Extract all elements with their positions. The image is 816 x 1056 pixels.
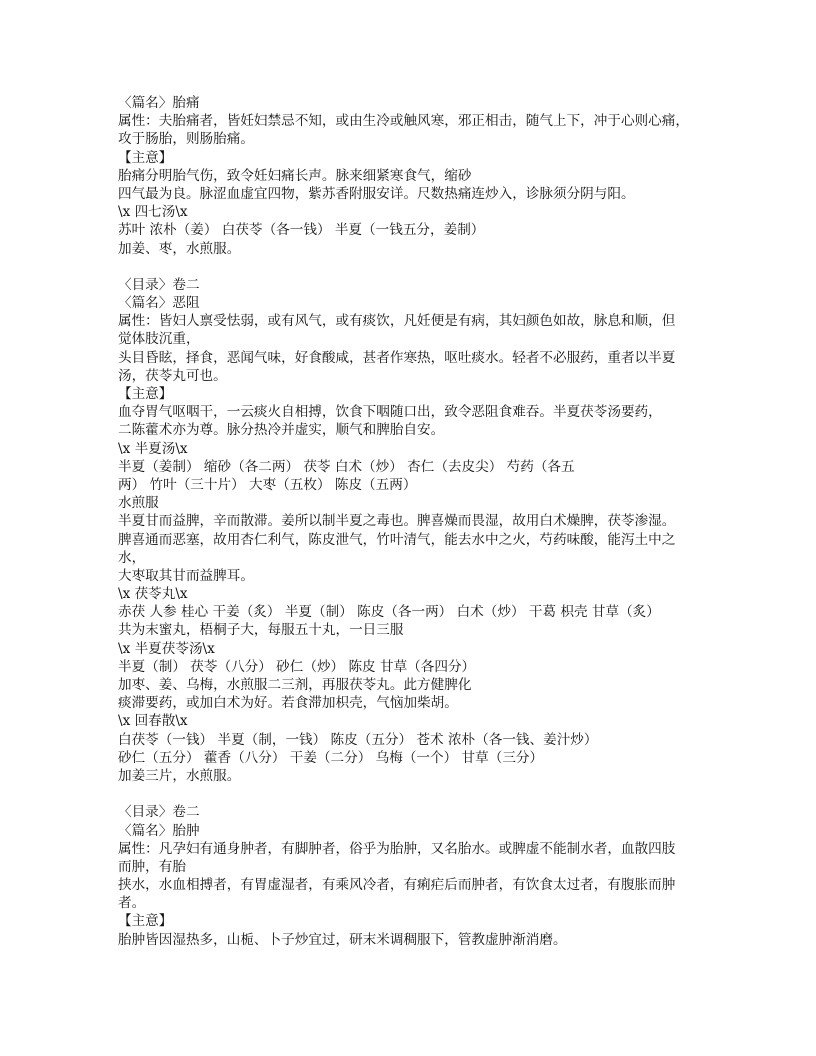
text-line: 【主意】: [118, 386, 173, 402]
text-line: 觉体肢沉重，: [118, 331, 200, 348]
text-line: 苏叶 浓朴（姜） 白茯苓（各一钱） 半夏（一钱五分，姜制）: [118, 222, 485, 239]
text-line: 白茯苓（一钱） 半夏（制，一钱） 陈皮（五分） 苍术 浓朴（各一钱、姜汁炒）: [118, 731, 598, 748]
text-line: 脾喜通而恶塞，故用杏仁利气，陈皮泄气，竹叶清气，能去水中之火，芍药味酸，能泻土中之: [118, 531, 676, 548]
text-line: 加姜、枣，水煎服。: [118, 240, 241, 257]
blank-line: [118, 258, 718, 276]
text-line: 大枣取其甘而益脾耳。: [118, 567, 254, 584]
text-line: \x 茯苓丸\x: [118, 586, 188, 603]
text-line: 〈篇名〉胎肿: [118, 822, 200, 839]
text-line: 加姜三片，水煎服。: [118, 767, 241, 784]
text-line: 头目昏眩，择食，恶闻气味，好食酸咸，甚者作寒热，呕吐痰水。轻者不必服药，重者以半夏: [118, 349, 676, 366]
text-line: 半夏（姜制） 缩砂（各二两） 茯苓 白术（炒） 杏仁（去皮尖） 芍药（各五: [118, 458, 575, 475]
text-line: 〈篇名〉恶阻: [118, 295, 200, 312]
text-line: 砂仁（五分） 藿香（八分） 干姜（二分） 乌梅（一个） 甘草（三分）: [118, 749, 544, 766]
text-line: 水，: [118, 549, 146, 566]
text-line: 属性：夫胎痛者，皆妊妇禁忌不知，或由生冷或触风寒，邪正相击，随气上下，冲于心则心痛，: [118, 113, 689, 130]
text-line: 共为末蜜丸，梧桐子大，每服五十丸，一日三服: [118, 622, 404, 639]
text-line: 水煎服: [118, 495, 159, 512]
text-line: \x 半夏汤\x: [118, 440, 188, 457]
text-line: 属性：皆妇人禀受怯弱，或有风气，或有痰饮，凡妊便是有病，其妇颜色如故，脉息和顺，但: [118, 313, 676, 330]
text-line: 〈篇名〉胎痛: [118, 95, 200, 111]
text-line: 加枣、姜、乌梅，水煎服二三剂，再服茯苓丸。此方健脾化: [118, 677, 472, 693]
text-line: 二陈藿术亦为尊。脉分热冷并虚实，顺气和脾胎自安。: [118, 422, 445, 439]
text-line: 痰滞要药，或加白术为好。若食滞加枳壳，气恼加柴胡。: [118, 695, 458, 712]
text-line: 攻于肠胎，则肠胎痛。: [118, 131, 254, 148]
text-line: 〈目录〉卷二: [118, 276, 200, 293]
text-line: 胎痛分明胎气伤，致令妊妇痛长声。脉来细紧寒食气，缩砂: [118, 167, 472, 184]
text-line: 挟水，水血相搏者，有胃虚湿者，有乘风冷者，有痢疟后而肿者，有饮食太过者，有腹胀而肿: [118, 877, 676, 894]
text-line: 者。: [118, 895, 146, 912]
text-line: 血夺胃气呕咽干，一云痰火自相搏，饮食下咽随口出，致令恶阻食难吞。半夏茯苓汤要药，: [118, 404, 662, 421]
text-line: 而肿，有胎: [118, 858, 186, 875]
blank-line: [118, 785, 718, 803]
text-line: 半夏（制） 茯苓（八分） 砂仁（炒） 陈皮 甘草（各四分）: [118, 658, 476, 675]
text-line: \x 回春散\x: [118, 713, 188, 730]
text-line: 【主意】: [118, 149, 173, 166]
text-line: 汤，茯苓丸可也。: [118, 367, 227, 384]
text-line: 四气最为良。脉涩血虚宜四物，紫苏香附服安详。尺数热痛连炒入，诊脉须分阴与阳。: [118, 185, 635, 202]
text-line: 两） 竹叶（三十片） 大枣（五枚） 陈皮（五两）: [118, 476, 417, 493]
text-line: 半夏甘而益脾，辛而散滞。姜所以制半夏之毒也。脾喜燥而畏湿，故用白术燥脾，茯苓渗湿。: [118, 513, 676, 530]
text-line: \x 半夏茯苓汤\x: [118, 640, 215, 657]
text-line: \x 四七汤\x: [118, 204, 188, 221]
text-line: 〈目录〉卷二: [118, 804, 200, 821]
document-body: [118, 94, 718, 949]
text-line: 赤茯 人参 桂心 干姜（炙） 半夏（制） 陈皮（各一两） 白术（炒） 干葛 枳壳 甘草（炙）: [118, 604, 660, 621]
text-line: 胎肿皆因湿热多，山栀、卜子炒宜过，研末米调稠服下，管教虚肿渐消磨。: [118, 931, 567, 948]
text-line: 属性：凡孕妇有通身肿者，有脚肿者，俗乎为胎肿，又名胎水。或脾虚不能制水者，血散四肢: [118, 840, 676, 857]
text-line: 【主意】: [118, 913, 173, 930]
